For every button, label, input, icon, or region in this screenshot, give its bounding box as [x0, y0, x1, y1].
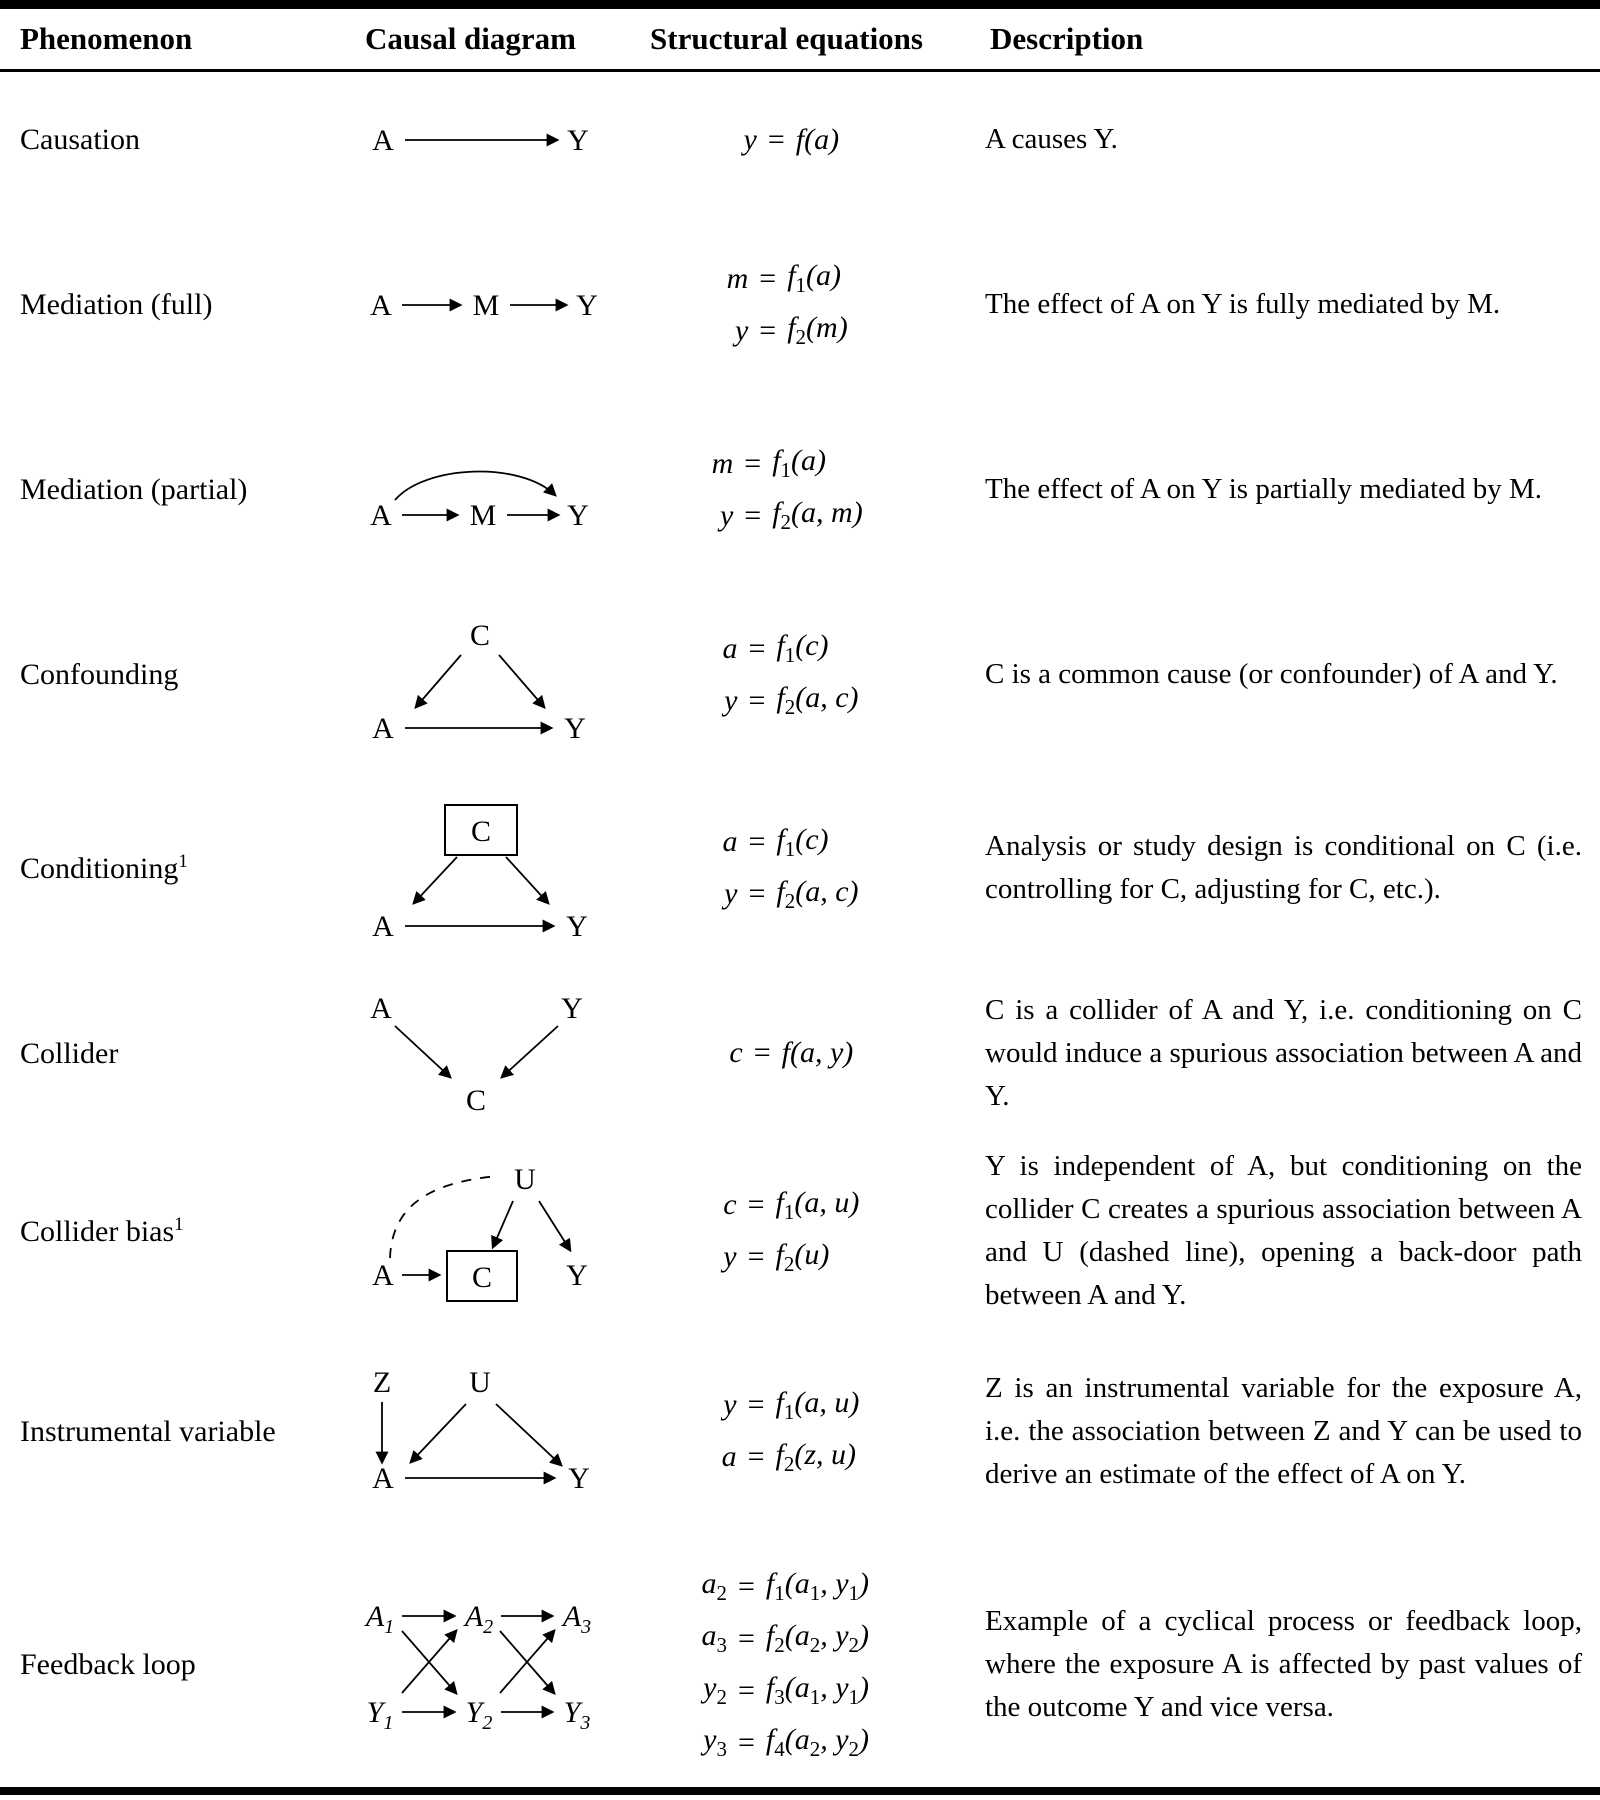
equation: c = f(a, y) — [729, 1036, 854, 1069]
diagram-cell — [320, 402, 640, 577]
causal-diagram-conditioning — [320, 793, 640, 943]
description-text: Example of a cyclical process or feedback loop, where the exposure A is affected by past values of the outcome Y and vice versa. — [985, 1605, 1582, 1723]
phenomenon-cell — [0, 577, 320, 772]
equation: a = $f_2(z$, u) — [721, 1437, 857, 1476]
table-row-causation — [0, 72, 1600, 207]
equation: y = $f_2(a$, c) — [724, 874, 859, 913]
equation: m = $f_1(a)$ — [711, 444, 827, 482]
description-text: Analysis or study design is conditional on C (i.e. controlling for C, adjusting for C, etc.). — [985, 830, 1582, 905]
description-text: The effect of A on Y is fully mediated by M. — [985, 288, 1501, 320]
diagram-node-u: U — [514, 1163, 536, 1196]
causal-diagram-feedback-loop — [320, 1600, 640, 1730]
causal-diagram-collider — [320, 993, 640, 1113]
diagram-node-c: C — [470, 815, 492, 848]
phenomenon-label: Instrumental variable — [20, 1414, 276, 1448]
table-row-conditioning — [0, 772, 1600, 964]
structural-equations — [701, 623, 858, 727]
diagram-cell — [320, 964, 640, 1142]
diagram-cell — [320, 72, 640, 207]
description-cell — [985, 1542, 1600, 1787]
diagram-node-a: A — [372, 123, 394, 157]
diagram-node-a: A — [372, 711, 394, 745]
phenomenon-label: Conditioning$^1$ — [20, 850, 188, 885]
arrow-a-c — [395, 1026, 450, 1077]
description-cell — [985, 772, 1600, 964]
diagram-node-a: A — [370, 498, 392, 532]
table-header-row — [0, 9, 1600, 72]
table-row-mediation-partial — [0, 402, 1600, 577]
diagram-node-y: Y — [564, 711, 586, 745]
table-row-collider — [0, 964, 1600, 1142]
equation: y = f(a) — [743, 122, 840, 156]
arrow-y-c — [502, 1026, 558, 1077]
footnote-marker: 1 — [174, 1213, 184, 1235]
causal-diagram-instrumental-variable — [320, 1366, 640, 1496]
arrow-u-y — [496, 1404, 561, 1465]
phenomenon-label: Causation — [20, 123, 140, 156]
column-header-causal-diagram: Causal diagram — [365, 21, 576, 56]
arrow-u-a — [411, 1404, 466, 1462]
diagram-node-y: Y — [566, 1259, 588, 1292]
structural-equations — [707, 1027, 854, 1079]
phenomenon-label: Collider bias$^1$ — [20, 1213, 184, 1248]
equations-cell — [640, 402, 985, 577]
phenomenon-label: Mediation (partial) — [20, 473, 248, 506]
description-cell — [985, 1320, 1600, 1542]
phenomenon-cell — [0, 72, 320, 207]
equation: y = $f_2(a$, c) — [724, 681, 859, 719]
structural-equations — [712, 253, 847, 357]
phenomenon-label: Feedback loop — [20, 1648, 196, 1681]
diagram-node-y3: $Y_3$ — [563, 1695, 591, 1730]
diagram-node-a: A — [372, 1462, 394, 1495]
phenomenon-cell — [0, 402, 320, 577]
description-text: A causes Y. — [985, 123, 1118, 155]
arrow-u-y — [539, 1201, 570, 1250]
equation: m = $f_1(a)$ — [726, 259, 842, 297]
diagram-node-a3: $A_3$ — [562, 1599, 592, 1638]
phenomenon-label: Mediation (full) — [20, 288, 213, 321]
causal-diagram-mediation-partial — [320, 435, 640, 545]
diagram-node-y: Y — [576, 288, 598, 322]
diagram-node-y: Y — [566, 910, 588, 943]
diagram-node-y: Y — [561, 993, 583, 1025]
equations-cell — [640, 1320, 985, 1542]
description-cell — [985, 964, 1600, 1142]
table-row-instrumental-variable — [0, 1320, 1600, 1542]
diagram-node-m: M — [472, 288, 500, 322]
equation: c = $f_1(a$, u) — [723, 1185, 860, 1224]
diagram-cell — [320, 772, 640, 964]
diagram-node-u: U — [469, 1366, 491, 1399]
description-text: Y is independent of A, but conditioning on the collider C creates a spurious association between A and U (dashed line), opening a back-door path between A and Y. — [985, 1150, 1582, 1311]
causal-diagram-mediation-full — [320, 275, 640, 335]
structural-equations — [701, 1379, 860, 1483]
column-header-phenomenon: Phenomenon — [20, 21, 193, 56]
table-row-feedback-loop — [0, 1542, 1600, 1787]
description-cell — [985, 1142, 1600, 1320]
phenomenon-cell — [0, 1142, 320, 1320]
causal-diagram-confounding — [320, 605, 640, 745]
phenomenon-cell — [0, 1542, 320, 1787]
diagram-node-a2: $A_2$ — [464, 1599, 494, 1638]
diagram-node-y1: $Y_1$ — [366, 1695, 394, 1730]
equation: y = $f_2(a$, m) — [719, 496, 863, 534]
column-header-structural-equations: Structural equations — [650, 21, 923, 56]
structural-equations — [697, 438, 862, 542]
footnote-marker: 1 — [178, 850, 188, 872]
equation: y = $f_1(a$, u) — [723, 1385, 860, 1424]
table-row-collider-bias — [0, 1142, 1600, 1320]
diagram-node-z: Z — [372, 1366, 392, 1399]
equation: a = $f_1(c)$ — [722, 822, 829, 861]
equation: $a_3$ = $f_2(a_2$, $y_2$) — [701, 1619, 870, 1657]
table-bottom-rule — [0, 1787, 1600, 1795]
table-row-mediation-full — [0, 207, 1600, 402]
diagram-cell — [320, 1142, 640, 1320]
equations-cell — [640, 72, 985, 207]
description-text: Z is an instrumental variable for the exposure A, i.e. the association between Z and Y can be used to derive an estimate of the effect of A on Y. — [985, 1371, 1582, 1490]
arrow-c-a — [416, 655, 461, 707]
diagram-node-y: Y — [567, 123, 589, 157]
phenomenon-cell — [0, 1320, 320, 1542]
causal-diagram-causation — [320, 110, 640, 170]
equation: y = $f_2(m)$ — [734, 311, 848, 349]
description-text: The effect of A on Y is partially mediated by M. — [985, 473, 1543, 505]
dashed-arc-a-u — [390, 1176, 498, 1258]
causal-diagram-collider-bias — [320, 1156, 640, 1306]
phenomenon-cell — [0, 964, 320, 1142]
description-text: C is a common cause (or confounder) of A and Y. — [985, 658, 1558, 690]
diagram-cell — [320, 207, 640, 402]
equation: a = $f_1(c)$ — [722, 629, 829, 667]
diagram-node-a: A — [372, 910, 394, 943]
description-text: C is a collider of A and Y, i.e. conditioning on C would induce a spurious association between A and Y. — [985, 993, 1582, 1112]
equations-cell — [640, 207, 985, 402]
equation: y = $f_2(u)$ — [723, 1237, 830, 1276]
curved-arrow-a-y — [395, 471, 555, 499]
column-header-description: Description — [990, 21, 1144, 56]
diagram-node-a: A — [372, 1259, 394, 1292]
diagram-cell — [320, 1542, 640, 1787]
description-cell — [985, 207, 1600, 402]
diagram-node-a: A — [370, 288, 392, 322]
description-cell — [985, 72, 1600, 207]
diagram-node-a: A — [370, 993, 392, 1025]
phenomenon-label: Confounding — [20, 658, 179, 691]
equation: $y_2$ = $f_3(a_1$, $y_1$) — [703, 1671, 870, 1709]
equations-cell — [640, 1542, 985, 1787]
diagram-node-m: M — [469, 498, 497, 532]
arrow-c-y — [499, 655, 544, 707]
equations-cell — [640, 772, 985, 964]
phenomenon-cell — [0, 772, 320, 964]
diagram-node-c: C — [471, 1261, 493, 1294]
diagram-node-c: C — [469, 618, 491, 652]
equations-cell — [640, 577, 985, 772]
structural-equations — [691, 1561, 869, 1769]
equations-cell — [640, 964, 985, 1142]
equation: $y_3$ = $f_4(a_2$, $y_2$) — [703, 1723, 870, 1761]
structural-equations — [701, 816, 858, 920]
diagram-node-y2: $Y_2$ — [465, 1695, 493, 1730]
equation: $a_2$ = $f_1(a_1$, $y_1$) — [701, 1567, 870, 1605]
arrow-c-a — [414, 857, 457, 903]
diagram-cell — [320, 577, 640, 772]
structural-equations — [721, 114, 839, 166]
diagram-node-c: C — [465, 1084, 487, 1113]
arrow-c-y — [506, 857, 548, 903]
table-top-rule — [0, 0, 1600, 9]
phenomenon-cell — [0, 207, 320, 402]
table-row-confounding — [0, 577, 1600, 772]
diagram-node-y: Y — [567, 498, 589, 532]
arrow-u-c — [493, 1201, 513, 1247]
description-cell — [985, 402, 1600, 577]
structural-equations — [701, 1179, 860, 1283]
description-cell — [985, 577, 1600, 772]
diagram-node-a1: $A_1$ — [365, 1599, 395, 1638]
phenomenon-label: Collider — [20, 1036, 119, 1070]
diagram-cell — [320, 1320, 640, 1542]
equations-cell — [640, 1142, 985, 1320]
diagram-node-y: Y — [568, 1462, 590, 1495]
